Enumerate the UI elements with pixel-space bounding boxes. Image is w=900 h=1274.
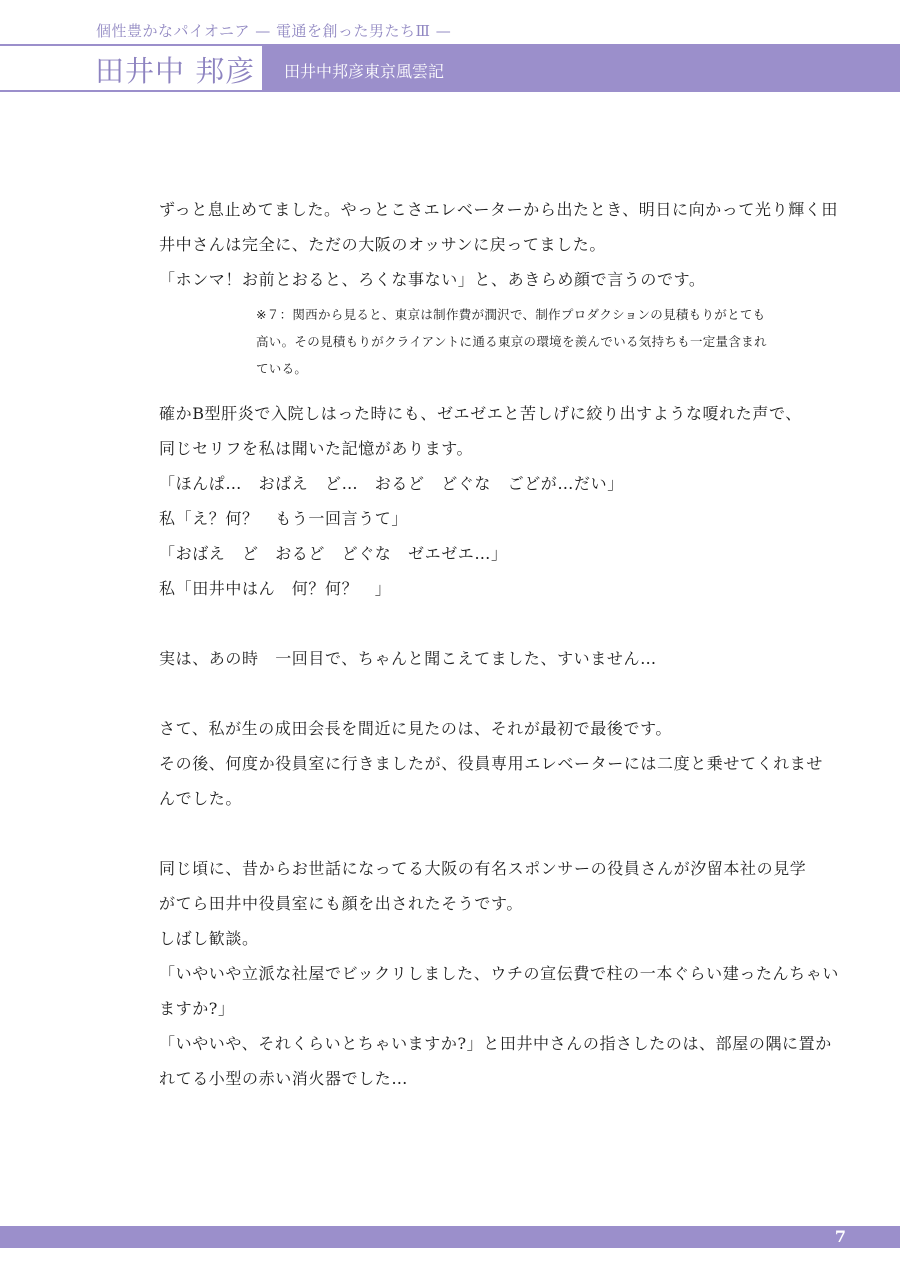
paragraph-3 (159, 641, 789, 676)
footer-bar (0, 1226, 900, 1248)
paragraph-spacer (159, 676, 789, 711)
paragraph-1 (159, 192, 839, 297)
paragraph-4 (159, 711, 824, 816)
text-line: 「ほんぱ… おばえ ど… おるど どぐな ごどが…だい」 (159, 474, 624, 493)
text-line: さて、私が生の成田会長を間近に見たのは、それが最初で最後です。 (159, 719, 673, 738)
text-line: 私「え？何？ もう一回言うて」 (159, 509, 409, 528)
author-name: 田井中 邦彦 (95, 54, 256, 88)
text-line: 「ホンマ！お前とおると、ろくな事ない」と、あきらめ顔で言うのです。 (159, 270, 706, 289)
text-line: 確かB型肝炎で入院しはった時にも、ゼエゼエと苦しげに絞り出すような嗄れた声で、 (159, 404, 802, 423)
paragraph-spacer (159, 606, 789, 641)
text-line: がてら田井中役員室にも顔を出されたそうです。 (159, 894, 523, 913)
paragraph-spacer (159, 816, 789, 851)
text-line: 「おばえ ど おるど どぐな ゼエゼエ…」 (159, 544, 508, 563)
subtitle-bar (264, 44, 900, 92)
section-subtitle: 田井中邦彦東京風雲記 (284, 62, 445, 81)
text-line: しばし歓談。 (159, 929, 259, 948)
footnote-line: ている。 (256, 361, 308, 376)
footnote-line: 高い。その見積もりがクライアントに通る東京の環境を羨んでいる気持ちも一定量含まれ (256, 334, 767, 349)
paragraph-5 (159, 851, 839, 1096)
paragraph-2 (159, 396, 802, 606)
text-line: 実は、あの時 一回目で、ちゃんと聞こえてました、すいません… (159, 649, 657, 668)
text-line: ずっと息止めてました。やっとこさエレベーターから出たとき、明日に向かって光り輝く田 (159, 200, 839, 219)
text-line: んでした。 (159, 789, 243, 808)
text-line: 同じ頃に、昔からお世話になってる大阪の有名スポンサーの役員さんが汐留本社の見学 (159, 859, 807, 878)
header-band (0, 44, 900, 92)
text-line: 私「田井中はん 何？何？ 」 (159, 579, 392, 598)
page-number: 7 (834, 1227, 846, 1246)
text-line: 同じセリフを私は聞いた記憶があります。 (159, 439, 474, 458)
article-body (159, 192, 839, 1096)
text-line: 「いやいや、それくらいとちゃいますか?」と田井中さんの指さしたのは、部屋の隅に置か (159, 1034, 832, 1053)
text-line: 井中さんは完全に、ただの大阪のオッサンに戻ってました。 (159, 235, 606, 254)
footnote (256, 301, 796, 382)
text-line: その後、何度か役員室に行きましたが、役員専用エレベーターには二度と乗せてくれませ (159, 754, 824, 773)
text-line: 「いやいや立派な社屋でビックリしました、ウチの宣伝費で柱の一本ぐらい建ったんちゃい (159, 964, 839, 983)
text-line: ますか?」 (159, 999, 235, 1018)
text-line: れてる小型の赤い消火器でした… (159, 1069, 409, 1088)
footnote-line: ※７：関西から見ると、東京は制作費が潤沢で、制作プロダクションの見積もりがとても (256, 307, 766, 322)
series-title: 個性豊かなパイオニア — 電通を創った男たちⅢ — (96, 22, 452, 40)
